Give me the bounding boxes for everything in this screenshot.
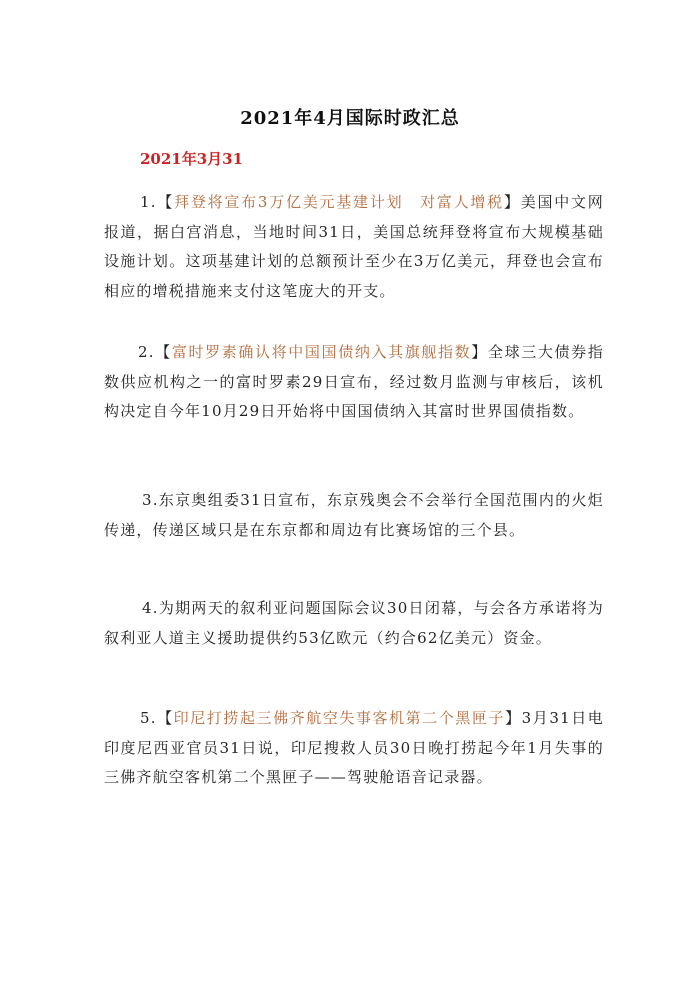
item-number: 4. bbox=[142, 599, 159, 617]
item-body: 3月31日电 印度尼西亚官员31日说，印尼搜救人员30日晚打捞起今年1月失事的三佛齐航空客机第二个黑匣子——驾驶舱语音记录器。 bbox=[104, 709, 621, 786]
news-item-2 bbox=[104, 338, 604, 427]
news-item-1 bbox=[104, 188, 604, 306]
item-number: 3. bbox=[142, 491, 159, 509]
item-number: 2. bbox=[138, 343, 155, 361]
item-number: 1. bbox=[140, 193, 157, 211]
close-bracket: 】 bbox=[505, 709, 522, 727]
news-item-4 bbox=[104, 594, 604, 653]
open-bracket: 【 bbox=[156, 709, 174, 727]
item-body: 全球三大债券指数供应机构之一的富时罗素29日宣布，经过数月监测与审核后，该机构决定自今年10月29日开始将中国国债纳入其富时世界国债指数。 bbox=[104, 343, 605, 420]
item-body: 为期两天的叙利亚问题国际会议30日闭幕，与会各方承诺将为叙利亚人道主义援助提供约53亿欧元（约合62亿美元）资金。 bbox=[104, 599, 604, 647]
item-headline: 拜登将宣布3万亿美元基建计划 对富人增税 bbox=[174, 193, 504, 211]
document-title: 2021年4月国际时政汇总 bbox=[240, 108, 460, 129]
item-headline: 富时罗素确认将中国国债纳入其旗舰指数 bbox=[171, 343, 472, 361]
close-bracket: 】 bbox=[503, 193, 521, 211]
item-headline: 印尼打捞起三佛齐航空失事客机第二个黑匣子 bbox=[173, 709, 506, 727]
news-item-3 bbox=[104, 486, 604, 545]
item-number: 5. bbox=[140, 709, 157, 727]
date-heading: 2021年3月31 bbox=[140, 150, 244, 168]
item-body: 东京奥组委31日宣布，东京残奥会不会举行全国范围内的火炬传递，传递区域只是在东京都和周边有比赛场馆的三个县。 bbox=[104, 491, 604, 539]
item-body: 美国中文网报道，据白宫消息，当地时间31日，美国总统拜登将宣布大规模基础设施计划。这项基建计划的总额预计至少在3万亿美元，拜登也会宣布相应的增税措施来支付这笔庞大的开支。 bbox=[104, 193, 605, 300]
news-item-5 bbox=[104, 704, 621, 793]
close-bracket: 】 bbox=[471, 343, 488, 361]
open-bracket: 【 bbox=[154, 343, 172, 361]
open-bracket: 【 bbox=[156, 193, 175, 211]
